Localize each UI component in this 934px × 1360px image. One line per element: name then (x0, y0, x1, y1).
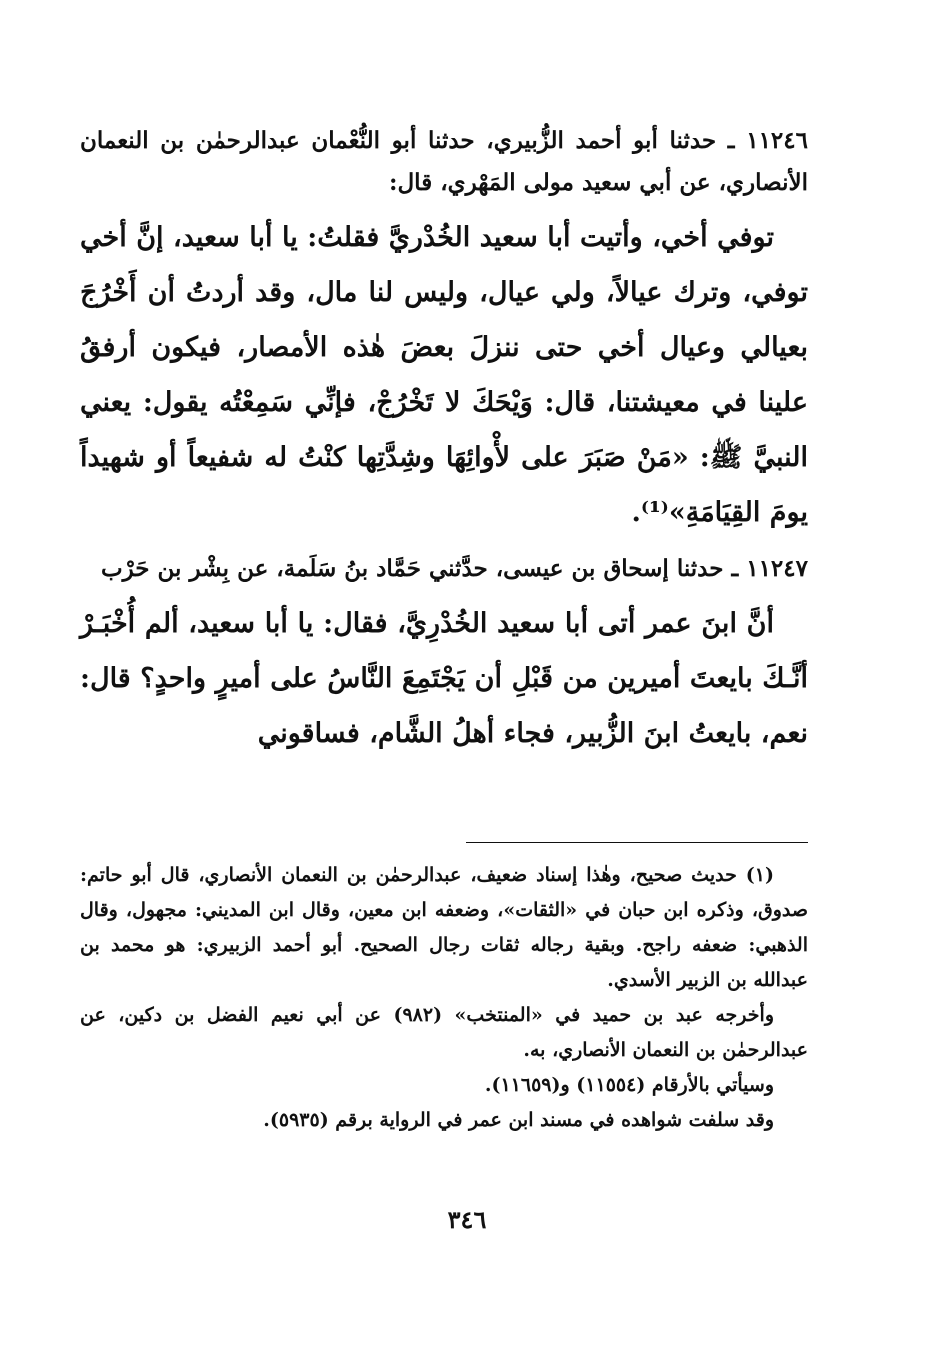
footnote-divider (466, 842, 808, 843)
main-text (80, 118, 808, 761)
footnote-1-takhrij: وأخرجه عبد بن حميد في «المنتخب» (٩٨٢) عن أبي نعيم الفضل بن دكين، عن عبدالرحمٰن بن النعمان الأنصاري، به. (80, 1004, 808, 1061)
footnote-1-cross-ref: وسيأتي بالأرقام (١١٥٥٤) و(١١٦٥٩). (484, 1074, 774, 1096)
hadith-11247-isnad: ١١٢٤٧ ـ حدثنا إسحاق بن عيسى، حدَّثني حَمَّاد بنُ سَلَمة، عن بِشْر بن حَرْب (100, 555, 808, 582)
hadith-11246-matn: توفي أخي، وأتيت أبا سعيد الخُدْريَّ فقلتُ: يا أبا سعيد، إنَّ أخي توفي، وترك عيالاً، ولي عيال، وليس لنا مال، وقد أردتُ أن أَخْرُجَ بعيالي وعيال أخي حتى ننزلَ بعضَ هٰذه الأمصار، فيكون أرفقُ علينا في معيشتنا، قال: وَيْحَكَ لا تَخْرُجْ، فإنِّي سَمِعْتُه يقول: يعني النبيَّ ﷺ: «مَنْ صَبَرَ على لأْوائِهَا وشِدَّتِها كنْتُ له شفيعاً أو شهيداً يومَ القِيَامَةِ»⁽¹⁾. (80, 222, 808, 528)
hadith-11246-isnad: ١١٢٤٦ ـ حدثنا أبو أحمد الزُّبيري، حدثنا أبو النُّعْمان عبدالرحمٰن بن النعمان الأنصاري، عن أبي سعيد مولى المَهْري، قال: (80, 127, 808, 196)
footnote-1: (١) حديث صحيح، وهٰذا إسناد ضعيف، عبدالرحمٰن بن النعمان الأنصاري، قال أبو حاتم: صدوق، وذكره ابن حبان في «الثقات»، وضعفه ابن معين، وقال ابن المديني: مجهول، وقال الذهبي: ضعفه راجح. وبقية رجاله ثقات رجال الصحيح. أبو أحمد الزبيري: هو محمد بن عبدالله بن الزبير الأسدي. (80, 864, 808, 991)
footnotes (80, 858, 808, 1138)
hadith-11247-matn: أنَّ ابنَ عمر أتى أبا سعيد الخُدْرِيَّ، فقال: يا أبا سعيد، ألم أُخْبَـرْ أنَّـكَ بايعتَ أميرين من قَبْلِ أن يَجْتَمِعَ النَّاسُ على أميرٍ واحدٍ؟ قال: نعم، بايعتُ ابنَ الزُّبير، فجاء أهلُ الشَّام، فساقوني (80, 608, 808, 749)
page-number: ٣٤٦ (447, 1205, 487, 1234)
footnote-1-witnesses: وقد سلفت شواهده في مسند ابن عمر في الرواية برقم (٥٩٣٥). (263, 1109, 774, 1131)
